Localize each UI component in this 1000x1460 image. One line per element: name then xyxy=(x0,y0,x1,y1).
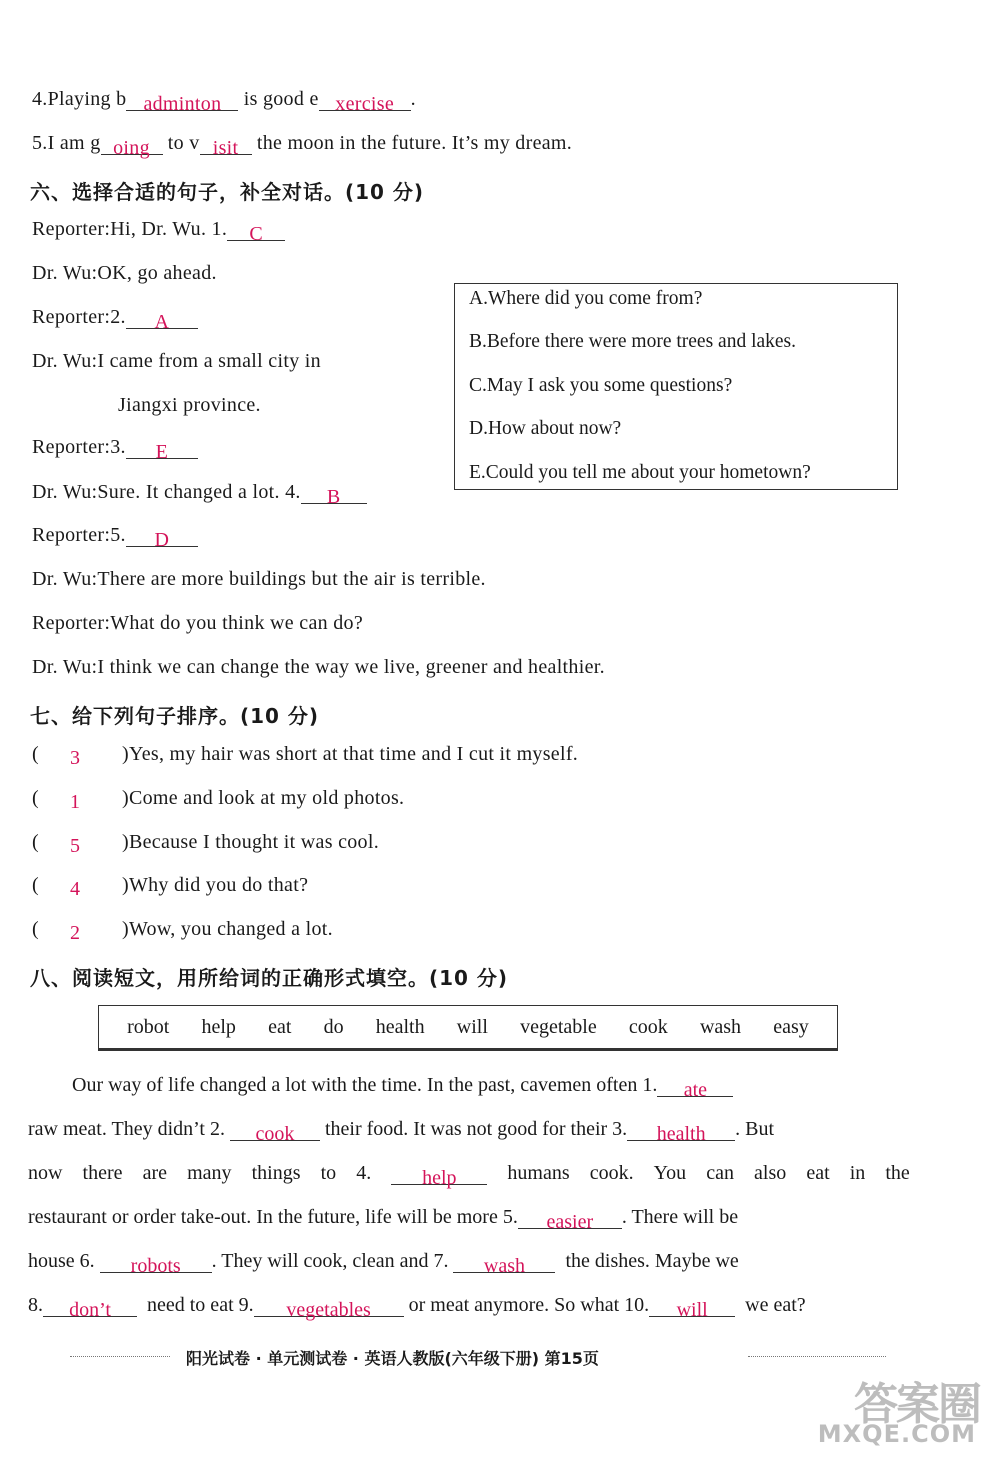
speaker: Reporter: xyxy=(32,524,111,546)
dialog-line-2 xyxy=(32,262,217,285)
q4-blank-1[interactable] xyxy=(126,88,238,115)
dialog-answer-1: C xyxy=(249,223,263,245)
order-number: 4 xyxy=(70,878,81,900)
dialog-text: There are more buildings but the air is terrible. xyxy=(97,568,486,590)
dialog-blank-3[interactable] xyxy=(126,436,198,463)
speaker: Dr. Wu: xyxy=(32,481,98,503)
dialog-line-7 xyxy=(32,481,367,508)
word-bank-item: cook xyxy=(628,1015,668,1038)
watermark-logo-text: 答案圈 xyxy=(854,1379,980,1430)
speaker: Reporter: xyxy=(32,306,111,328)
passage-blank-1[interactable] xyxy=(657,1074,733,1101)
order-slot[interactable] xyxy=(32,831,122,857)
dialog-blank-1[interactable] xyxy=(227,218,285,245)
dialog-line-10 xyxy=(32,612,363,635)
passage-line-5 xyxy=(28,1250,910,1277)
dialog-text: I came from a small city in xyxy=(97,350,321,372)
passage-answer-3: health xyxy=(656,1123,706,1145)
word-bank-item: robot xyxy=(127,1015,170,1038)
passage-text: their food. It was not good for their 3. xyxy=(325,1118,628,1140)
word-bank-item: help xyxy=(201,1015,236,1038)
question-5 xyxy=(32,132,573,159)
order-number: 5 xyxy=(70,835,81,857)
passage-word: things xyxy=(251,1162,301,1184)
passage-word: also xyxy=(754,1162,787,1184)
word-bank-item: will xyxy=(456,1015,488,1038)
order-item-2 xyxy=(32,787,405,813)
dialog-text: Hi, Dr. Wu. 1. xyxy=(110,218,228,240)
footer-dotted-line-left xyxy=(70,1356,170,1357)
dialog-text: I think we can change the way we live, greener and healthier. xyxy=(97,656,605,678)
word-bank xyxy=(98,1005,838,1051)
watermark-url: MXQE.COM xyxy=(817,1420,976,1448)
dialog-line-11 xyxy=(32,656,605,679)
passage-answer-8: don’t xyxy=(69,1299,111,1321)
passage-text: the dishes. Maybe we xyxy=(565,1250,739,1272)
dialog-answer-5: D xyxy=(154,529,170,551)
q5-answer-2: isit xyxy=(212,137,239,159)
dialog-text: Jiangxi province. xyxy=(118,394,261,416)
passage-text: we eat? xyxy=(745,1294,806,1316)
section-7-heading: 七、给下列句子排序。(10 分) xyxy=(30,704,320,728)
dialog-text: 2. xyxy=(110,306,126,328)
order-item-3 xyxy=(32,831,380,857)
passage-answer-5: easier xyxy=(546,1211,594,1233)
passage-word: eat xyxy=(806,1162,830,1184)
dialog-text: 5. xyxy=(110,524,126,546)
passage-line-1 xyxy=(72,1074,910,1101)
passage-word: humans xyxy=(507,1162,570,1184)
passage-text: Our way of life changed a lot with the time. In the past, cavemen often 1. xyxy=(72,1074,658,1096)
passage-line-4 xyxy=(28,1206,910,1233)
passage-blank-9[interactable] xyxy=(254,1294,404,1321)
passage-word: You xyxy=(653,1162,687,1184)
watermark-logo xyxy=(800,1368,980,1452)
order-slot[interactable] xyxy=(32,874,122,900)
order-slot[interactable] xyxy=(32,743,122,769)
order-sentence: )Yes, my hair was short at that time and I cut it myself. xyxy=(122,743,579,765)
passage-text: . They will cook, clean and 7. xyxy=(211,1250,449,1272)
dialog-line-1 xyxy=(32,218,285,245)
word-bank-item: health xyxy=(375,1015,425,1038)
order-slot[interactable] xyxy=(32,787,122,813)
passage-text: house 6. xyxy=(28,1250,95,1272)
passage-text: need to eat 9. xyxy=(147,1294,254,1316)
passage-answer-9: vegetables xyxy=(286,1299,371,1321)
speaker: Dr. Wu: xyxy=(32,262,98,284)
passage-answer-2: cook xyxy=(255,1123,295,1145)
passage-text: 8. xyxy=(28,1294,43,1316)
passage-text: . There will be xyxy=(621,1206,739,1228)
order-slot[interactable] xyxy=(32,918,122,944)
passage-word: are xyxy=(142,1162,168,1184)
passage-line-2 xyxy=(28,1118,910,1145)
order-sentence: )Because I thought it was cool. xyxy=(122,831,380,853)
dialog-text: 3. xyxy=(110,436,126,458)
order-number: 1 xyxy=(70,791,81,813)
dialog-blank-4[interactable] xyxy=(301,481,367,508)
dialog-blank-2[interactable] xyxy=(126,306,198,333)
footer-dotted-line-right xyxy=(748,1356,886,1357)
word-bank-item: wash xyxy=(699,1015,742,1038)
dialog-blank-5[interactable] xyxy=(126,524,198,551)
q5-answer-1: oing xyxy=(113,137,150,159)
passage-blank-10[interactable] xyxy=(649,1294,735,1321)
option-c: C.May I ask you some questions? xyxy=(469,375,733,396)
passage-blank-6[interactable] xyxy=(100,1250,212,1277)
passage-word: cook. xyxy=(589,1162,634,1184)
option-d: D.How about now? xyxy=(469,418,622,439)
word-bank-item: do xyxy=(323,1015,344,1038)
q5-text-end: the moon in the future. It’s my dream. xyxy=(251,132,573,154)
speaker: Dr. Wu: xyxy=(32,568,98,590)
speaker: Dr. Wu: xyxy=(32,350,98,372)
q4-blank-2[interactable] xyxy=(319,88,411,115)
q5-blank-2[interactable] xyxy=(200,132,252,159)
option-a: A.Where did you come from? xyxy=(469,288,703,309)
q4-answer-1: adminton xyxy=(143,93,222,115)
order-sentence: )Why did you do that? xyxy=(122,874,309,896)
passage-blank-2[interactable] xyxy=(230,1118,320,1145)
dialog-line-6 xyxy=(32,436,198,463)
q5-text-start: 5.I am g xyxy=(32,132,101,154)
footer-text: 阳光试卷 · 单元测试卷 · 英语人教版(六年级下册) 第15页 xyxy=(186,1349,599,1368)
passage-text: or meat anymore. So what 10. xyxy=(408,1294,650,1316)
option-b: B.Before there were more trees and lakes. xyxy=(469,331,797,352)
passage-word: in xyxy=(849,1162,866,1184)
question-4 xyxy=(32,88,416,115)
passage-word: many xyxy=(187,1162,232,1184)
passage-text: raw meat. They didn’t 2. xyxy=(28,1118,225,1140)
q4-text-end: . xyxy=(410,88,416,110)
word-bank-item: vegetable xyxy=(520,1015,597,1038)
dialog-text: What do you think we can do? xyxy=(110,612,364,634)
passage-word: 4. xyxy=(356,1162,372,1184)
dialog-text: Sure. It changed a lot. 4. xyxy=(97,481,301,503)
option-e: E.Could you tell me about your hometown? xyxy=(469,462,811,483)
passage-blank-8[interactable] xyxy=(43,1294,137,1321)
passage-word: can xyxy=(706,1162,734,1184)
open-paren: ( xyxy=(32,787,39,809)
dialog-text: OK, go ahead. xyxy=(97,262,217,284)
q5-blank-1[interactable] xyxy=(101,132,163,159)
open-paren: ( xyxy=(32,874,39,896)
passage-answer-7: wash xyxy=(483,1255,526,1277)
passage-blank-3[interactable] xyxy=(627,1118,735,1145)
passage-answer-1: ate xyxy=(683,1079,708,1101)
order-number: 2 xyxy=(70,922,81,944)
q4-text-start: 4.Playing b xyxy=(32,88,127,110)
speaker: Reporter: xyxy=(32,436,111,458)
passage-text: restaurant or order take-out. In the future, life will be more 5. xyxy=(28,1206,518,1228)
passage-blank-5[interactable] xyxy=(518,1206,622,1233)
speaker: Reporter: xyxy=(32,612,111,634)
q4-answer-2: xercise xyxy=(335,93,394,115)
dialog-answer-4: B xyxy=(326,486,341,508)
passage-line-3 xyxy=(28,1162,910,1189)
dialog-line-3 xyxy=(32,306,198,333)
order-sentence: )Wow, you changed a lot. xyxy=(122,918,333,940)
dialog-answer-2: A xyxy=(154,311,170,333)
q4-text-mid: is good e xyxy=(238,88,319,110)
passage-answer-4: help xyxy=(422,1167,457,1189)
speaker: Dr. Wu: xyxy=(32,656,98,678)
word-bank-item: eat xyxy=(268,1015,292,1038)
options-box xyxy=(454,283,898,490)
section-6-heading: 六、选择合适的句子，补全对话。(10 分) xyxy=(30,180,425,204)
passage-word: the xyxy=(885,1162,910,1184)
passage-blank-7[interactable] xyxy=(453,1250,555,1277)
passage-word: now xyxy=(28,1162,63,1184)
passage-answer-10: will xyxy=(676,1299,708,1321)
order-item-4 xyxy=(32,874,309,900)
dialog-line-9 xyxy=(32,568,486,591)
q5-text-mid: to v xyxy=(162,132,200,154)
passage-text: . But xyxy=(735,1118,775,1140)
order-number: 3 xyxy=(70,747,81,769)
speaker: Reporter: xyxy=(32,218,111,240)
open-paren: ( xyxy=(32,831,39,853)
dialog-line-8 xyxy=(32,524,198,551)
dialog-line-5 xyxy=(118,394,261,417)
order-item-5 xyxy=(32,918,333,944)
passage-answer-6: robots xyxy=(130,1255,181,1277)
word-bank-item: easy xyxy=(773,1015,809,1038)
order-sentence: )Come and look at my old photos. xyxy=(122,787,405,809)
passage-word: to xyxy=(320,1162,337,1184)
order-item-1 xyxy=(32,743,579,769)
section-8-heading: 八、阅读短文，用所给词的正确形式填空。(10 分) xyxy=(30,966,509,990)
open-paren: ( xyxy=(32,743,39,765)
open-paren: ( xyxy=(32,918,39,940)
passage-blank-4[interactable] xyxy=(391,1162,487,1189)
passage-word: there xyxy=(82,1162,123,1184)
dialog-answer-3: E xyxy=(155,441,169,463)
passage-line-6 xyxy=(28,1294,910,1321)
dialog-line-4 xyxy=(32,350,321,373)
